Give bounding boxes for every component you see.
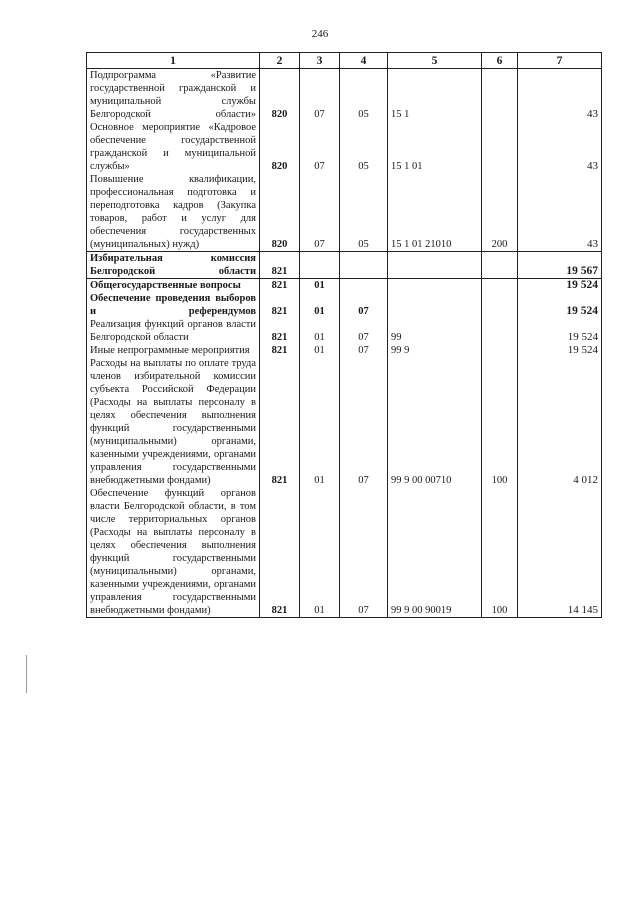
cell-col-2: 821 <box>260 279 300 293</box>
table-row <box>87 173 602 252</box>
cell-amount: 4 012 <box>518 357 602 487</box>
cell-col-4: 05 <box>340 69 388 122</box>
cell-col-6 <box>482 121 518 173</box>
col-header-3: 3 <box>300 53 340 69</box>
cell-col-5: 99 9 00 90019 <box>388 487 482 618</box>
cell-col-3: 01 <box>300 357 340 487</box>
table-row <box>87 318 602 344</box>
cell-amount: 19 524 <box>518 279 602 293</box>
table-row <box>87 69 602 122</box>
col-header-4: 4 <box>340 53 388 69</box>
cell-amount: 19 567 <box>518 252 602 279</box>
cell-col-5 <box>388 252 482 279</box>
cell-col-6 <box>482 279 518 293</box>
cell-col-5: 99 9 <box>388 344 482 357</box>
cell-col-6 <box>482 318 518 344</box>
cell-col-4: 07 <box>340 318 388 344</box>
cell-col-4: 07 <box>340 344 388 357</box>
cell-amount: 19 524 <box>518 292 602 318</box>
cell-col-5 <box>388 292 482 318</box>
table-row <box>87 252 602 279</box>
cell-col-2: 821 <box>260 487 300 618</box>
cell-col-6: 100 <box>482 487 518 618</box>
col-header-7: 7 <box>518 53 602 69</box>
cell-col-5 <box>388 279 482 293</box>
budget-table <box>86 52 602 618</box>
cell-col-6 <box>482 69 518 122</box>
cell-col-6: 200 <box>482 173 518 252</box>
cell-col-5: 15 1 01 21010 <box>388 173 482 252</box>
cell-amount: 43 <box>518 173 602 252</box>
cell-col-5: 15 1 01 <box>388 121 482 173</box>
row-name: Обеспечение проведения выборов и референдумов <box>87 292 260 318</box>
col-header-1: 1 <box>87 53 260 69</box>
cell-amount: 43 <box>518 69 602 122</box>
cell-col-3: 01 <box>300 292 340 318</box>
cell-col-4 <box>340 252 388 279</box>
row-name: Иные непрограммные мероприятия <box>87 344 260 357</box>
cell-col-2: 821 <box>260 357 300 487</box>
cell-col-3: 01 <box>300 344 340 357</box>
cell-col-3: 01 <box>300 487 340 618</box>
cell-col-3: 07 <box>300 173 340 252</box>
col-header-6: 6 <box>482 53 518 69</box>
cell-col-2: 821 <box>260 318 300 344</box>
table-row <box>87 487 602 618</box>
cell-col-4: 07 <box>340 292 388 318</box>
page-number: 246 <box>311 28 329 40</box>
cell-col-5: 99 <box>388 318 482 344</box>
col-header-2: 2 <box>260 53 300 69</box>
cell-col-6: 100 <box>482 357 518 487</box>
table-row <box>87 344 602 357</box>
cell-col-2: 821 <box>260 252 300 279</box>
cell-col-6 <box>482 252 518 279</box>
cell-col-3: 07 <box>300 121 340 173</box>
cell-col-2: 820 <box>260 173 300 252</box>
cell-amount: 19 524 <box>518 318 602 344</box>
table-row <box>87 292 602 318</box>
header-row <box>87 53 602 69</box>
row-name: Расходы на выплаты по оплате труда членов избирательной комиссии субъекта Российской Федерации (Расходы на выплаты персоналу в целях обеспечения выполнения функций государственными (муниципальными) органами, казенными учреждениями, органами управления государственными внебюджетными фондами) <box>87 357 260 487</box>
row-name: Повышение квалификации, профессиональная подготовка и переподготовка кадров (Закупка товаров, работ и услуг для обеспечения государственных (муниципальных) нужд) <box>87 173 260 252</box>
cell-col-3: 01 <box>300 318 340 344</box>
cell-col-4: 05 <box>340 121 388 173</box>
row-name: Реализация функций органов власти Белгородской области <box>87 318 260 344</box>
cell-col-2: 820 <box>260 121 300 173</box>
cell-col-2: 820 <box>260 69 300 122</box>
cell-col-4 <box>340 279 388 293</box>
cell-col-6 <box>482 292 518 318</box>
cell-amount: 14 145 <box>518 487 602 618</box>
cell-col-6 <box>482 344 518 357</box>
row-name: Подпрограмма «Развитие государственной гражданской и муниципальной службы Белгородской области» <box>87 69 260 122</box>
table-row <box>87 121 602 173</box>
cell-col-4: 05 <box>340 173 388 252</box>
row-name: Основное мероприятие «Кадровое обеспечение государственной гражданской и муниципальной службы» <box>87 121 260 173</box>
scan-artifact <box>26 655 27 693</box>
table-row <box>87 357 602 487</box>
cell-col-4: 07 <box>340 487 388 618</box>
cell-col-4: 07 <box>340 357 388 487</box>
cell-col-5: 99 9 00 00710 <box>388 357 482 487</box>
row-name: Общегосударственные вопросы <box>87 279 260 293</box>
cell-col-2: 821 <box>260 292 300 318</box>
table-row <box>87 279 602 293</box>
row-name: Избирательная комиссия Белгородской области <box>87 252 260 279</box>
cell-amount: 19 524 <box>518 344 602 357</box>
cell-col-2: 821 <box>260 344 300 357</box>
cell-col-3: 07 <box>300 69 340 122</box>
row-name: Обеспечение функций органов власти Белгородской области, в том числе территориальных органов (Расходы на выплаты персоналу в целях обеспечения выполнения функций государственными (муниципальными) органами, казенными учреждениями, органами управления государственными внебюджетными фондами) <box>87 487 260 618</box>
col-header-5: 5 <box>388 53 482 69</box>
cell-col-3: 01 <box>300 279 340 293</box>
cell-amount: 43 <box>518 121 602 173</box>
cell-col-5: 15 1 <box>388 69 482 122</box>
cell-col-3 <box>300 252 340 279</box>
